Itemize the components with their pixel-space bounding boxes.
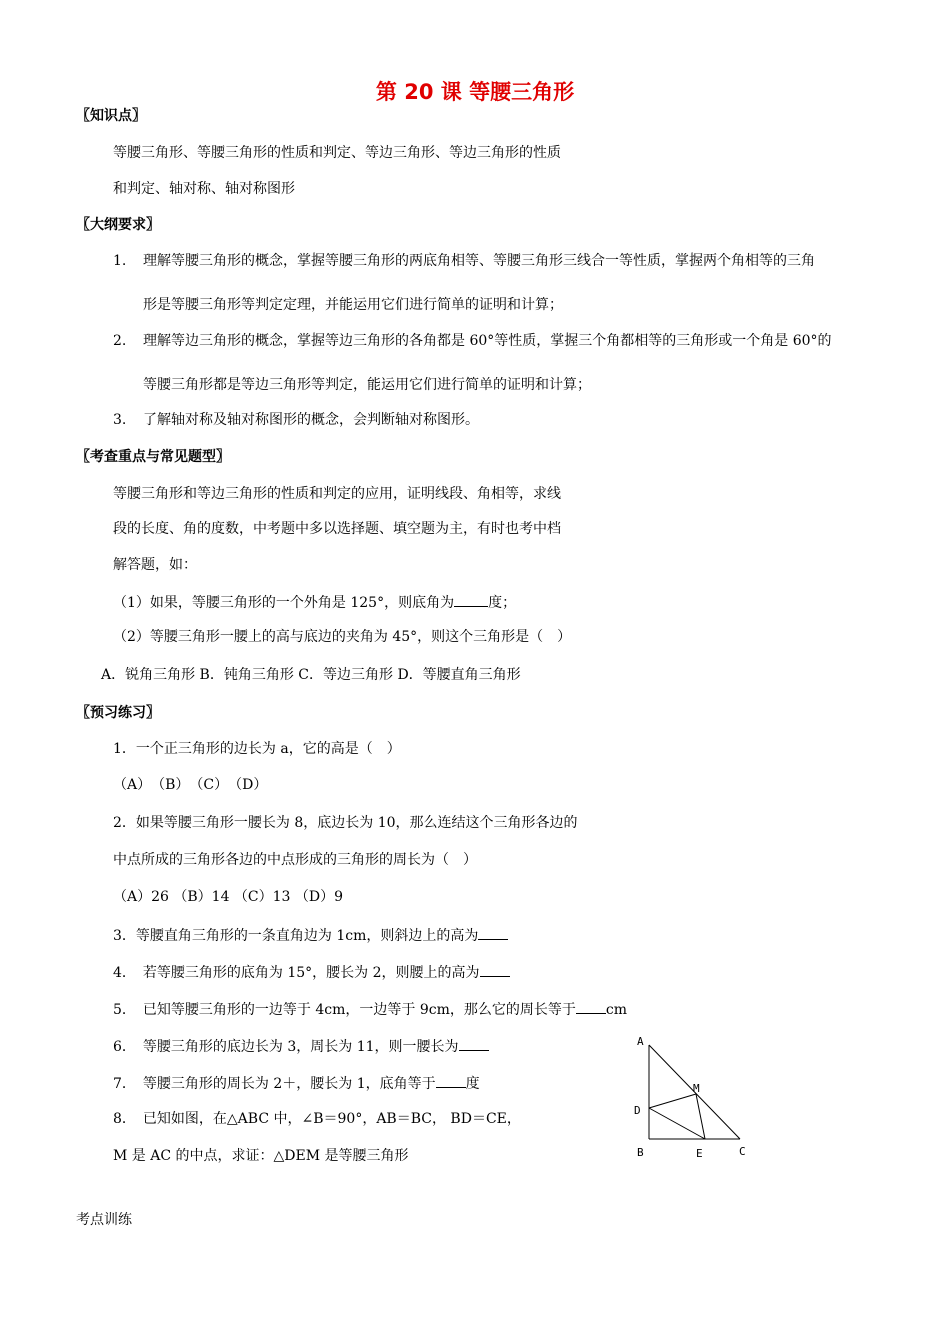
triangle-figure [630,1032,760,1162]
syllabus-item-1-line-1: 理解等腰三角形的概念，掌握等腰三角形的两底角相等、等腰三角形三线合一等性质，掌握两个角相等的三角 [143,253,815,269]
syllabus-item-3-line-1: 了解轴对称及轴对称图形的概念，会判断轴对称图形。 [143,412,479,428]
knowledge-line-2: 和判定、轴对称、轴对称图形 [113,181,295,197]
syllabus-heading: 〖大纲要求〗 [76,217,160,233]
focus-line-2: 段的长度、角的度数，中考题中多以选择题、填空题为主，有时也考中档 [113,521,561,537]
label-a: A [637,1035,644,1048]
focus-question-1-unit: 度； [488,595,517,611]
practice-7-unit: 度 [465,1076,480,1092]
focus-question-2: （2）等腰三角形一腰上的高与底边的夹角为 45°，则这个三角形是（ ） [113,629,572,645]
practice-7 [113,1073,480,1093]
focus-question-1 [113,592,516,612]
segment-dm [649,1094,696,1108]
focus-question-1-text: （1）如果，等腰三角形的一个外角是 125°，则底角为 [113,595,455,611]
practice-8-line-2: M 是 AC 的中点，求证：△DEM 是等腰三角形 [113,1148,409,1164]
focus-heading: 〖考查重点与常见题型〗 [76,449,230,465]
footer-section-title: 考点训练 [76,1212,132,1228]
page-title: 第 20 课 等腰三角形 [375,80,575,104]
focus-question-2-options: A．锐角三角形 B．钝角三角形 C．等边三角形 D．等腰直角三角形 [101,667,521,683]
label-c: C [739,1145,746,1158]
syllabus-item-1-line-2: 形是等腰三角形等判定定理，并能运用它们进行简单的证明和计算； [143,297,563,313]
practice-7-text: 7． 等腰三角形的周长为 2＋，腰长为 1，底角等于 [113,1076,436,1092]
practice-1-options: （A） （B） （C） （D） [113,777,268,793]
syllabus-item-2-number: 2. [113,333,127,349]
practice-1: 1．一个正三角形的边长为 a，它的高是（ ） [113,741,401,757]
practice-2-options: （A）26 （B）14 （C）13 （D）9 [113,889,344,905]
syllabus-item-2-line-1: 理解等边三角形的概念，掌握等边三角形的各角都是 60°等性质，掌握三个角都相等的三角形或一个角是 60°的 [143,333,832,349]
practice-2-line-2: 中点所成的三角形各边的中点形成的三角形的周长为（ ） [113,852,477,868]
practice-6-text: 6． 等腰三角形的底边长为 3，周长为 11，则一腰长为 [113,1039,459,1055]
practice-5 [113,999,627,1019]
answer-blank [576,999,606,1014]
practice-heading: 〖预习练习〗 [76,705,160,721]
practice-2-line-1: 2．如果等腰三角形一腰长为 8，底边长为 10，那么连结这个三角形各边的 [113,815,578,831]
label-d: D [634,1104,641,1117]
practice-8-line-1: 8． 已知如图，在△ABC 中，∠B＝90°，AB＝BC， BD＝CE， [113,1111,521,1127]
knowledge-heading: 〖知识点〗 [76,108,146,124]
label-b: B [637,1146,644,1159]
answer-blank [480,962,510,977]
syllabus-item-2-line-2: 等腰三角形都是等边三角形等判定，能运用它们进行简单的证明和计算； [143,377,591,393]
focus-line-1: 等腰三角形和等边三角形的性质和判定的应用，证明线段、角相等，求线 [113,486,561,502]
practice-3-text: 3．等腰直角三角形的一条直角边为 1cm，则斜边上的高为 [113,928,479,944]
syllabus-item-1-number: 1. [113,253,127,269]
practice-6 [113,1036,489,1056]
answer-blank [478,925,508,940]
answer-blank [436,1073,466,1088]
knowledge-line-1: 等腰三角形、等腰三角形的性质和判定、等边三角形、等边三角形的性质 [113,145,561,161]
practice-4 [113,962,510,982]
practice-3 [113,925,508,945]
answer-blank [459,1036,489,1051]
focus-line-3: 解答题，如： [113,557,197,573]
practice-4-text: 4． 若等腰三角形的底角为 15°，腰长为 2，则腰上的高为 [113,965,480,981]
label-m: M [693,1082,700,1095]
label-e: E [696,1147,703,1160]
segment-de [649,1108,705,1139]
practice-5-text: 5． 已知等腰三角形的一边等于 4cm，一边等于 9cm，那么它的周长等于 [113,1002,576,1018]
syllabus-item-3-number: 3. [113,412,127,428]
answer-blank [454,592,488,607]
practice-5-unit: cm [605,1002,627,1018]
